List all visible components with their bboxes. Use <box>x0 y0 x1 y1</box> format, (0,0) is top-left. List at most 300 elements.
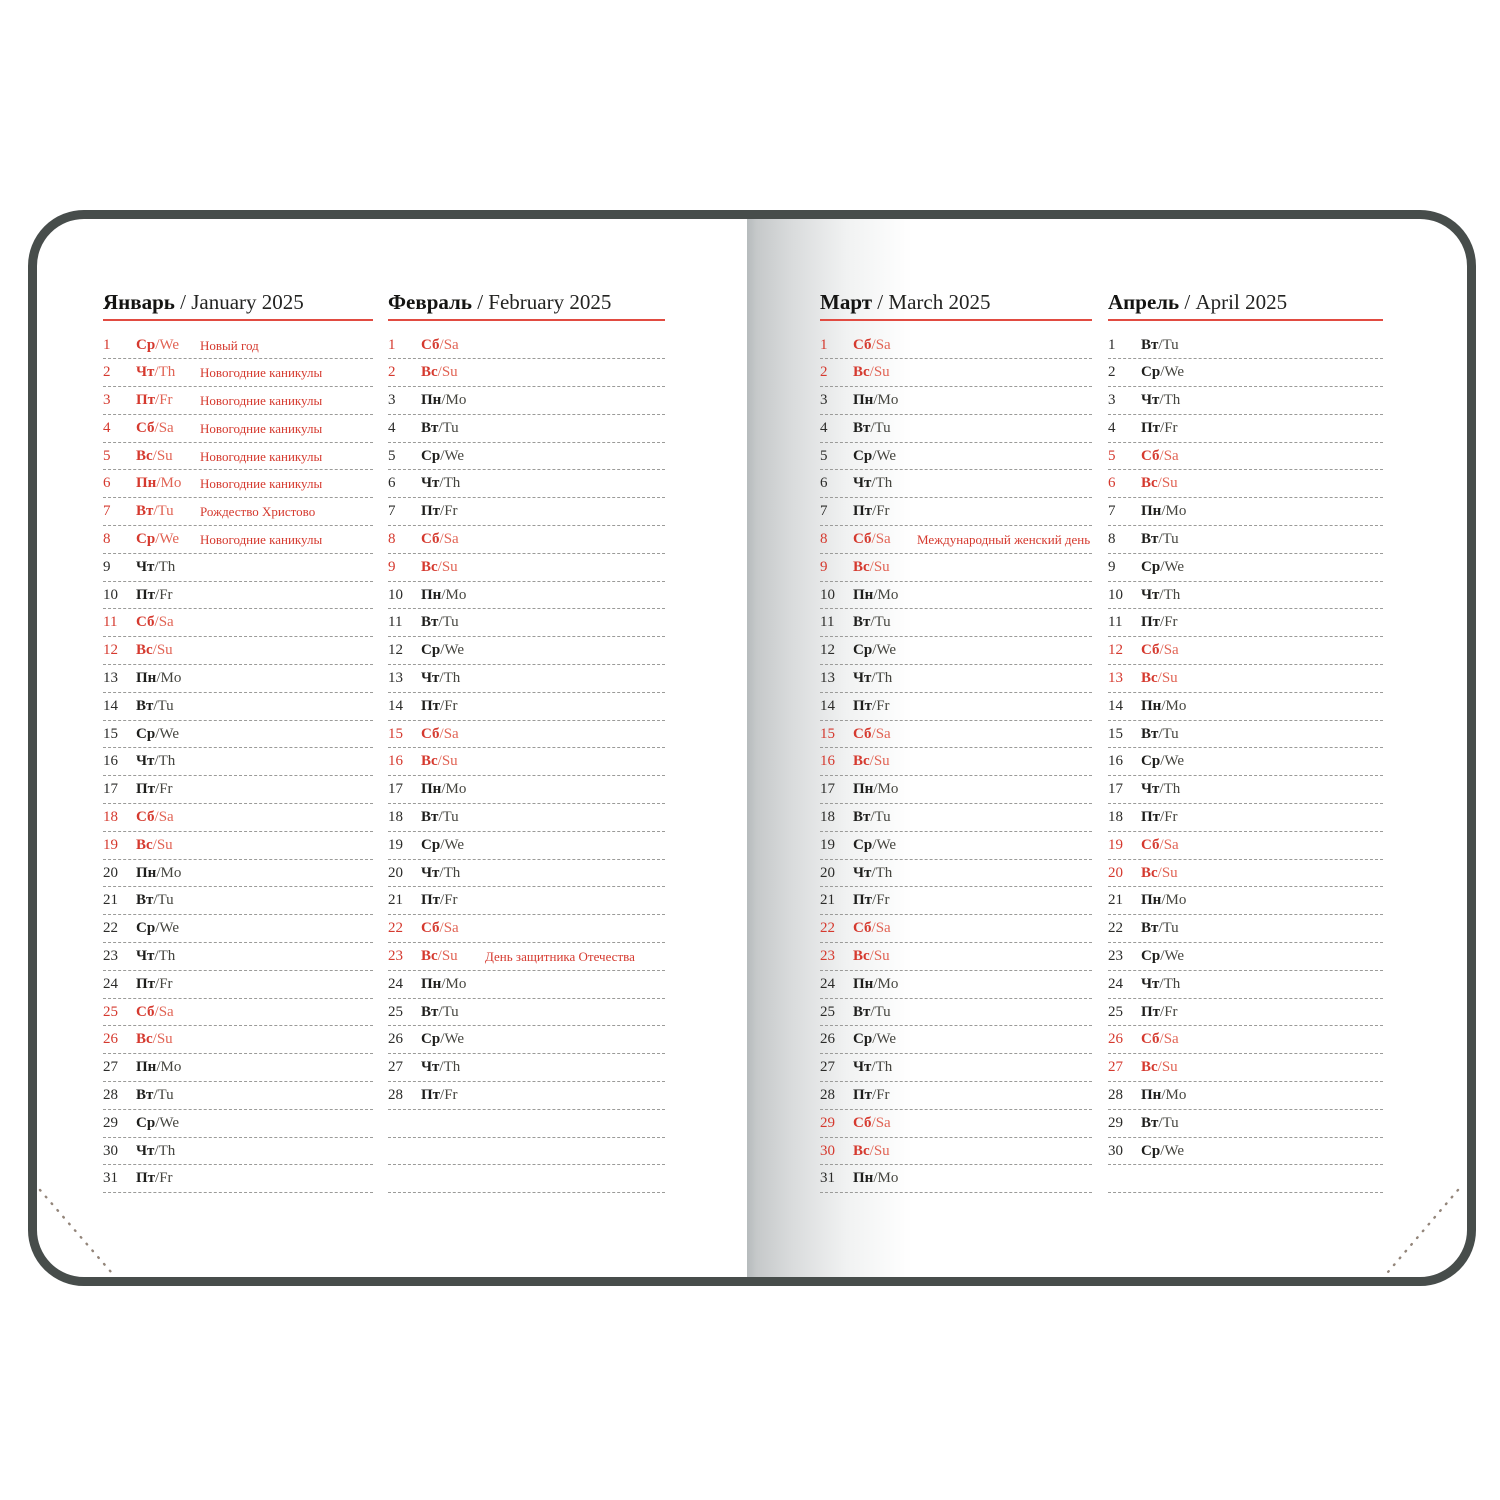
weekday-label: Пт/Fr <box>1141 614 1178 631</box>
day-row <box>103 470 373 498</box>
day-number: 4 <box>1108 419 1116 436</box>
weekday-label: Пн/Mo <box>853 1170 899 1187</box>
day-row <box>103 554 373 582</box>
weekday-label: Пт/Fr <box>853 892 890 909</box>
weekday-label: Чт/Th <box>421 670 461 687</box>
holiday-label: Рождество Христово <box>200 504 316 520</box>
day-number: 7 <box>388 503 396 520</box>
weekday-label: Вс/Su <box>136 1031 173 1048</box>
day-row <box>820 1054 1092 1082</box>
day-row <box>1108 1138 1383 1166</box>
day-number: 22 <box>103 920 118 937</box>
day-number: 21 <box>820 892 835 909</box>
weekday-label: Сб/Sa <box>421 920 459 937</box>
day-number: 19 <box>1108 836 1123 853</box>
day-number: 22 <box>388 920 403 937</box>
day-number: 14 <box>388 697 403 714</box>
weekday-label: Вс/Su <box>136 447 173 464</box>
day-number: 16 <box>103 753 118 770</box>
weekday-label: Пт/Fr <box>1141 419 1178 436</box>
day-row <box>820 999 1092 1027</box>
day-row <box>1108 359 1383 387</box>
day-number: 25 <box>820 1003 835 1020</box>
day-row <box>388 359 665 387</box>
day-number: 13 <box>820 670 835 687</box>
weekday-label: Вс/Su <box>1141 864 1178 881</box>
holiday-label: Международный женский день <box>917 532 1091 548</box>
weekday-label: Пн/Mo <box>421 975 467 992</box>
day-row <box>388 832 665 860</box>
weekday-label: Пн/Mo <box>853 392 899 409</box>
weekday-label: Вт/Tu <box>853 419 891 436</box>
month-header-separator: / <box>1179 290 1196 314</box>
day-row <box>103 582 373 610</box>
day-number: 10 <box>820 586 835 603</box>
day-row <box>1108 332 1383 360</box>
month-column-april <box>1108 290 1383 1193</box>
day-row <box>820 526 1092 554</box>
empty-row <box>388 1138 665 1166</box>
day-number: 4 <box>820 419 828 436</box>
month-name-en: January 2025 <box>191 290 304 314</box>
day-number: 23 <box>103 948 118 965</box>
day-row <box>103 1082 373 1110</box>
weekday-label: Сб/Sa <box>853 336 891 353</box>
day-row <box>103 665 373 693</box>
day-row <box>388 582 665 610</box>
weekday-label: Вс/Su <box>1141 475 1178 492</box>
month-header-separator: / <box>471 290 489 314</box>
day-row <box>820 1165 1092 1193</box>
day-number: 15 <box>820 725 835 742</box>
day-number: 24 <box>1108 975 1123 992</box>
weekday-label: Пн/Mo <box>136 1059 182 1076</box>
weekday-label: Пн/Mo <box>421 781 467 798</box>
day-number: 16 <box>820 753 835 770</box>
day-row <box>388 665 665 693</box>
weekday-label: Ср/We <box>853 1031 896 1048</box>
weekday-label: Пт/Fr <box>853 1087 890 1104</box>
weekday-label: Вт/Tu <box>421 419 459 436</box>
day-number: 9 <box>820 558 828 575</box>
weekday-label: Сб/Sa <box>136 614 174 631</box>
day-row <box>103 832 373 860</box>
day-row <box>388 498 665 526</box>
weekday-label: Пт/Fr <box>853 503 890 520</box>
day-row <box>820 665 1092 693</box>
day-row <box>103 443 373 471</box>
weekday-label: Ср/We <box>421 836 464 853</box>
weekday-label: Ср/We <box>136 725 179 742</box>
day-number: 21 <box>1108 892 1123 909</box>
day-number: 27 <box>103 1059 118 1076</box>
day-row <box>1108 943 1383 971</box>
day-row <box>103 748 373 776</box>
day-row <box>820 359 1092 387</box>
empty-row <box>388 1110 665 1138</box>
day-row <box>103 387 373 415</box>
day-rows <box>820 332 1092 1194</box>
day-number: 24 <box>103 975 118 992</box>
weekday-label: Вт/Tu <box>1141 336 1179 353</box>
day-row <box>103 1054 373 1082</box>
weekday-label: Вс/Su <box>853 753 890 770</box>
day-row <box>1108 748 1383 776</box>
day-number: 10 <box>103 586 118 603</box>
day-row <box>103 804 373 832</box>
day-row <box>388 860 665 888</box>
day-row <box>820 915 1092 943</box>
day-row <box>1108 415 1383 443</box>
day-row <box>820 609 1092 637</box>
weekday-label: Пн/Mo <box>421 392 467 409</box>
weekday-label: Чт/Th <box>136 1142 176 1159</box>
day-number: 13 <box>1108 670 1123 687</box>
day-row <box>103 776 373 804</box>
weekday-label: Пт/Fr <box>136 975 173 992</box>
day-number: 20 <box>1108 864 1123 881</box>
day-row <box>388 776 665 804</box>
day-number: 30 <box>1108 1142 1123 1159</box>
weekday-label: Чт/Th <box>136 948 176 965</box>
weekday-label: Сб/Sa <box>1141 447 1179 464</box>
day-number: 5 <box>388 447 396 464</box>
day-row <box>1108 470 1383 498</box>
day-number: 25 <box>103 1003 118 1020</box>
weekday-label: Сб/Sa <box>1141 836 1179 853</box>
day-number: 8 <box>103 531 111 548</box>
day-number: 12 <box>103 642 118 659</box>
weekday-label: Вт/Tu <box>421 1003 459 1020</box>
day-row <box>1108 582 1383 610</box>
day-number: 14 <box>103 697 118 714</box>
weekday-label: Вс/Su <box>136 836 173 853</box>
day-number: 29 <box>820 1114 835 1131</box>
day-row <box>1108 498 1383 526</box>
day-number: 28 <box>103 1087 118 1104</box>
day-row <box>1108 665 1383 693</box>
day-row <box>820 332 1092 360</box>
weekday-label: Вс/Su <box>853 558 890 575</box>
day-row <box>388 526 665 554</box>
weekday-label: Чт/Th <box>421 864 461 881</box>
weekday-label: Чт/Th <box>136 753 176 770</box>
weekday-label: Вт/Tu <box>1141 1114 1179 1131</box>
weekday-label: Ср/We <box>853 447 896 464</box>
month-name-en: March 2025 <box>888 290 991 314</box>
day-number: 26 <box>820 1031 835 1048</box>
day-number: 11 <box>103 614 118 631</box>
empty-row <box>388 1165 665 1193</box>
weekday-label: Вс/Su <box>421 753 458 770</box>
weekday-label: Ср/We <box>1141 948 1184 965</box>
day-row <box>388 1026 665 1054</box>
weekday-label: Пн/Mo <box>136 670 182 687</box>
day-number: 23 <box>820 948 835 965</box>
weekday-label: Пт/Fr <box>853 697 890 714</box>
weekday-label: Ср/We <box>853 642 896 659</box>
month-name-en: February 2025 <box>488 290 612 314</box>
weekday-label: Сб/Sa <box>1141 642 1179 659</box>
day-row <box>1108 971 1383 999</box>
weekday-label: Вс/Su <box>853 364 890 381</box>
day-row <box>103 999 373 1027</box>
day-number: 2 <box>1108 364 1116 381</box>
day-number: 17 <box>1108 781 1123 798</box>
day-number: 6 <box>388 475 396 492</box>
day-number: 1 <box>1108 336 1116 353</box>
weekday-label: Чт/Th <box>1141 586 1181 603</box>
month-name-ru: Апрель <box>1108 290 1180 314</box>
day-row <box>388 332 665 360</box>
day-number: 6 <box>103 475 111 492</box>
day-number: 19 <box>103 836 118 853</box>
holiday-label: Новогодние каникулы <box>200 448 323 464</box>
month-column-march <box>820 290 1092 1193</box>
day-row <box>820 582 1092 610</box>
weekday-label: Пн/Mo <box>1141 892 1187 909</box>
day-number: 6 <box>820 475 828 492</box>
weekday-label: Вт/Tu <box>853 614 891 631</box>
weekday-label: Пт/Fr <box>1141 809 1178 826</box>
day-row <box>388 609 665 637</box>
weekday-label: Вс/Su <box>1141 670 1178 687</box>
day-row <box>103 860 373 888</box>
day-row <box>388 943 665 971</box>
month-column-january <box>103 290 373 1193</box>
weekday-label: Сб/Sa <box>136 1003 174 1020</box>
weekday-label: Пт/Fr <box>136 781 173 798</box>
day-row <box>820 470 1092 498</box>
weekday-label: Чт/Th <box>136 558 176 575</box>
weekday-label: Вт/Tu <box>853 1003 891 1020</box>
day-row <box>1108 693 1383 721</box>
day-number: 3 <box>388 392 396 409</box>
day-number: 18 <box>1108 809 1123 826</box>
day-row <box>820 387 1092 415</box>
day-number: 1 <box>388 336 396 353</box>
day-row <box>820 1138 1092 1166</box>
weekday-label: Пт/Fr <box>136 392 173 409</box>
day-row <box>1108 1054 1383 1082</box>
weekday-label: Пн/Mo <box>1141 1087 1187 1104</box>
day-number: 29 <box>1108 1114 1123 1131</box>
day-number: 28 <box>1108 1087 1123 1104</box>
day-number: 15 <box>1108 725 1123 742</box>
day-row <box>1108 443 1383 471</box>
weekday-label: Ср/We <box>136 920 179 937</box>
day-row <box>103 526 373 554</box>
day-row <box>103 721 373 749</box>
day-number: 30 <box>103 1142 118 1159</box>
day-row <box>103 693 373 721</box>
weekday-label: Ср/We <box>136 531 179 548</box>
day-number: 1 <box>820 336 828 353</box>
empty-row <box>1108 1165 1383 1193</box>
day-number: 11 <box>1108 614 1123 631</box>
day-row <box>820 1110 1092 1138</box>
weekday-label: Сб/Sa <box>136 419 174 436</box>
day-number: 25 <box>1108 1003 1123 1020</box>
day-number: 31 <box>103 1170 118 1187</box>
day-number: 3 <box>820 392 828 409</box>
weekday-label: Вт/Tu <box>421 614 459 631</box>
day-number: 30 <box>820 1142 835 1159</box>
day-row <box>103 1026 373 1054</box>
day-row <box>103 359 373 387</box>
day-row <box>1108 1082 1383 1110</box>
day-row <box>820 887 1092 915</box>
day-row <box>388 721 665 749</box>
day-number: 22 <box>1108 920 1123 937</box>
day-row <box>820 943 1092 971</box>
day-row <box>388 693 665 721</box>
day-row <box>388 415 665 443</box>
day-row <box>388 748 665 776</box>
day-number: 26 <box>1108 1031 1123 1048</box>
day-number: 28 <box>388 1087 403 1104</box>
day-row <box>1108 637 1383 665</box>
month-column-february <box>388 290 665 1193</box>
weekday-label: Вс/Su <box>421 364 458 381</box>
month-name-ru: Март <box>820 290 873 314</box>
holiday-label: Новогодние каникулы <box>200 365 323 381</box>
day-row <box>103 637 373 665</box>
holiday-label: Новый год <box>200 337 259 353</box>
day-number: 18 <box>820 809 835 826</box>
day-number: 9 <box>1108 558 1116 575</box>
weekday-label: Вт/Tu <box>853 809 891 826</box>
day-row <box>103 971 373 999</box>
day-number: 12 <box>388 642 403 659</box>
weekday-label: Пт/Fr <box>421 503 458 520</box>
day-row <box>820 832 1092 860</box>
day-number: 13 <box>103 670 118 687</box>
day-row <box>1108 387 1383 415</box>
day-row <box>820 721 1092 749</box>
weekday-label: Ср/We <box>1141 753 1184 770</box>
month-name-ru: Январь <box>103 290 175 314</box>
weekday-label: Пт/Fr <box>421 697 458 714</box>
weekday-label: Вт/Tu <box>421 809 459 826</box>
day-rows <box>1108 332 1383 1194</box>
weekday-label: Чт/Th <box>136 364 176 381</box>
weekday-label: Пн/Mo <box>1141 503 1187 520</box>
day-number: 10 <box>388 586 403 603</box>
weekday-label: Ср/We <box>136 336 179 353</box>
weekday-label: Ср/We <box>853 836 896 853</box>
day-row <box>388 1054 665 1082</box>
month-header-separator: / <box>174 290 192 314</box>
month-header <box>1108 290 1383 321</box>
day-row <box>388 804 665 832</box>
day-row <box>388 971 665 999</box>
day-number: 17 <box>820 781 835 798</box>
day-number: 24 <box>820 975 835 992</box>
month-name-en: April 2025 <box>1195 290 1288 314</box>
day-row <box>1108 609 1383 637</box>
weekday-label: Вт/Tu <box>136 697 174 714</box>
day-row <box>1108 526 1383 554</box>
day-number: 27 <box>388 1059 403 1076</box>
day-row <box>820 415 1092 443</box>
weekday-label: Ср/We <box>421 642 464 659</box>
day-row <box>103 887 373 915</box>
day-row <box>1108 832 1383 860</box>
weekday-label: Пт/Fr <box>421 1087 458 1104</box>
day-number: 31 <box>820 1170 835 1187</box>
weekday-label: Пн/Mo <box>853 781 899 798</box>
weekday-label: Вс/Su <box>421 558 458 575</box>
day-row <box>820 1082 1092 1110</box>
day-row <box>820 748 1092 776</box>
weekday-label: Сб/Sa <box>136 809 174 826</box>
day-row <box>103 498 373 526</box>
weekday-label: Вт/Tu <box>1141 725 1179 742</box>
day-number: 8 <box>1108 531 1116 548</box>
day-row <box>103 1138 373 1166</box>
day-number: 2 <box>103 364 111 381</box>
day-row <box>388 387 665 415</box>
day-row <box>820 498 1092 526</box>
day-number: 24 <box>388 975 403 992</box>
day-row <box>103 915 373 943</box>
weekday-label: Пн/Mo <box>421 586 467 603</box>
day-row <box>103 1165 373 1193</box>
day-number: 15 <box>388 725 403 742</box>
weekday-label: Сб/Sa <box>421 725 459 742</box>
day-row <box>1108 1026 1383 1054</box>
day-number: 3 <box>1108 392 1116 409</box>
weekday-label: Чт/Th <box>1141 392 1181 409</box>
day-number: 14 <box>1108 697 1123 714</box>
day-row <box>820 693 1092 721</box>
day-row <box>1108 1110 1383 1138</box>
weekday-label: Ср/We <box>421 1031 464 1048</box>
day-number: 25 <box>388 1003 403 1020</box>
month-header <box>820 290 1092 321</box>
day-row <box>103 609 373 637</box>
day-row <box>103 1110 373 1138</box>
day-row <box>388 554 665 582</box>
day-row <box>820 860 1092 888</box>
day-number: 5 <box>1108 447 1116 464</box>
month-header-separator: / <box>872 290 889 314</box>
day-number: 8 <box>820 531 828 548</box>
month-header <box>388 290 665 321</box>
month-header <box>103 290 373 321</box>
day-number: 15 <box>103 725 118 742</box>
weekday-label: Чт/Th <box>853 1059 893 1076</box>
weekday-label: Вт/Tu <box>136 892 174 909</box>
day-rows <box>388 332 665 1194</box>
day-number: 16 <box>388 753 403 770</box>
day-number: 4 <box>388 419 396 436</box>
weekday-label: Вс/Su <box>421 948 458 965</box>
day-row <box>1108 804 1383 832</box>
day-row <box>820 971 1092 999</box>
weekday-label: Ср/We <box>1141 364 1184 381</box>
day-number: 10 <box>1108 586 1123 603</box>
day-row <box>820 443 1092 471</box>
day-number: 11 <box>820 614 835 631</box>
weekday-label: Пн/Mo <box>853 975 899 992</box>
weekday-label: Пн/Mo <box>853 586 899 603</box>
day-rows <box>103 332 373 1194</box>
corner-stitch-right <box>1388 1190 1458 1272</box>
day-number: 27 <box>820 1059 835 1076</box>
weekday-label: Вт/Tu <box>1141 920 1179 937</box>
